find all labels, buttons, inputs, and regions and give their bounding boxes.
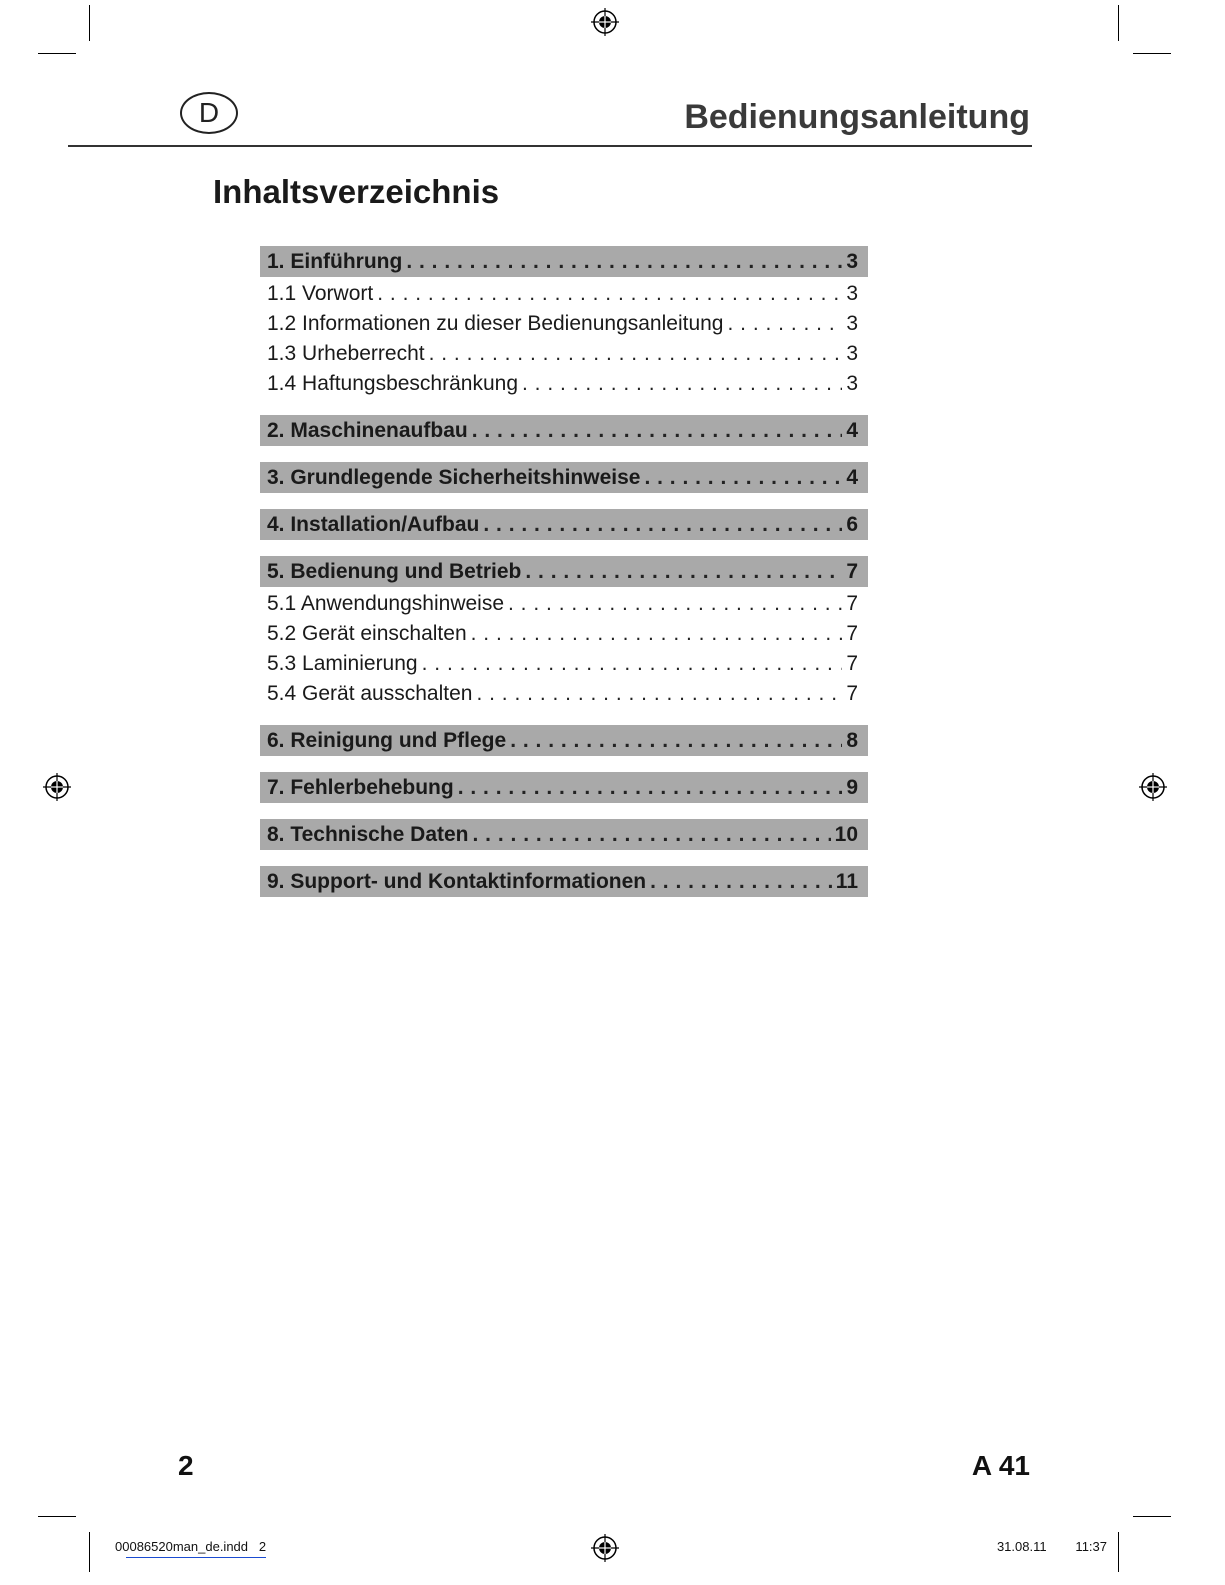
- toc-dot-leader: [471, 619, 843, 649]
- toc-entry-label: 4. Installation/Aufbau: [267, 513, 480, 536]
- toc-entry-page: 4: [846, 419, 858, 442]
- toc-dot-leader: [727, 309, 842, 339]
- toc-entry-page: 11: [835, 870, 858, 893]
- toc-subsection-row: [260, 279, 868, 309]
- document-title: Bedienungsanleitung: [684, 98, 1030, 136]
- toc-entry-label: 8. Technische Daten: [267, 823, 469, 846]
- toc-entry-label: 1.3 Urheberrecht: [267, 342, 425, 365]
- registration-crosshair-icon: [590, 7, 620, 37]
- toc-entry-page: 6: [846, 513, 858, 536]
- toc-section-row: [260, 415, 868, 446]
- crop-mark-bottom-right-horizontal: [1133, 1516, 1171, 1517]
- toc-entry-page: 3: [846, 282, 858, 305]
- toc-entry-label: 5.1 Anwendungshinweise: [267, 592, 505, 615]
- toc-entry-page: 7: [846, 560, 858, 583]
- toc-dot-leader: [476, 679, 842, 709]
- toc-entry-label: 1.4 Haftungsbeschränkung: [267, 372, 519, 395]
- crop-mark-top-left-vertical: [89, 5, 90, 41]
- toc-entry-label: 5.3 Laminierung: [267, 652, 418, 675]
- crop-mark-top-left-horizontal: [38, 53, 76, 54]
- header-divider: [68, 145, 1032, 147]
- registration-crosshair-icon: [590, 1533, 620, 1563]
- toc-section-row: [260, 725, 868, 756]
- toc-entry-label: 3. Grundlegende Sicherheitshinweise: [267, 466, 641, 489]
- registration-crosshair-icon: [42, 772, 72, 802]
- model-code: A 41: [971, 1450, 1030, 1481]
- toc-section-row: [260, 866, 868, 897]
- toc-entry-label: 2. Maschinenaufbau: [267, 419, 468, 442]
- toc-entry-page: 9: [846, 776, 858, 799]
- toc-dot-leader: [458, 772, 843, 803]
- toc-subsection-row: [260, 589, 868, 619]
- toc-entry-page: 3: [846, 312, 858, 335]
- toc-section-row: [260, 819, 868, 850]
- toc-entry-page: 7: [846, 622, 858, 645]
- toc-entry-label: 5. Bedienung und Betrieb: [267, 560, 522, 583]
- language-badge: [180, 92, 238, 134]
- crop-mark-bottom-right-vertical: [1118, 1532, 1119, 1572]
- toc-entry-label: 1.2 Informationen zu dieser Bedienungsanleitung: [267, 312, 724, 335]
- toc-subsection-row: [260, 309, 868, 339]
- toc-section-row: [260, 246, 868, 277]
- toc-section-row: [260, 556, 868, 587]
- toc-entry-label: 5.4 Gerät ausschalten: [267, 682, 473, 705]
- toc-entry-label: 5.2 Gerät einschalten: [267, 622, 467, 645]
- crop-mark-top-right-vertical: [1118, 5, 1119, 41]
- toc-heading: Inhaltsverzeichnis: [213, 173, 500, 210]
- crop-mark-top-right-horizontal: [1133, 53, 1171, 54]
- toc-subsection-row: [260, 339, 868, 369]
- toc-dot-leader: [473, 819, 831, 850]
- toc-entry-page: 7: [846, 682, 858, 705]
- toc-entry-page: 3: [846, 250, 858, 273]
- toc-dot-leader: [508, 589, 842, 619]
- toc-dot-leader: [525, 556, 842, 587]
- toc-entry-label: 6. Reinigung und Pflege: [267, 729, 507, 752]
- toc-entry-label: 1. Einführung: [267, 250, 403, 273]
- toc-dot-leader: [510, 725, 842, 756]
- toc-section-row: [260, 462, 868, 493]
- toc-entry-label: 7. Fehlerbehebung: [267, 776, 454, 799]
- toc-entry-label: 9. Support- und Kontaktinformationen: [267, 870, 647, 893]
- toc-entry-page: 8: [846, 729, 858, 752]
- toc-subsection-row: [260, 369, 868, 399]
- slug-filename: 00086520man_de.indd 2: [115, 1539, 267, 1554]
- toc-dot-leader: [406, 246, 842, 277]
- toc-subsection-row: [260, 619, 868, 649]
- toc-dot-leader: [429, 339, 843, 369]
- toc-dot-leader: [644, 462, 842, 493]
- crop-mark-bottom-left-horizontal: [38, 1516, 76, 1517]
- language-code: D: [198, 97, 220, 128]
- toc-dot-leader: [377, 279, 842, 309]
- toc-dot-leader: [422, 649, 843, 679]
- table-of-contents: [260, 246, 868, 897]
- toc-dot-leader: [650, 866, 832, 897]
- toc-entry-page: 7: [846, 652, 858, 675]
- toc-entry-page: 3: [846, 372, 858, 395]
- registration-crosshair-icon: [1138, 772, 1168, 802]
- slug-datetime: 31.08.11 11:37: [996, 1539, 1107, 1554]
- toc-section-row: [260, 509, 868, 540]
- toc-section-row: [260, 772, 868, 803]
- toc-entry-label: 1.1 Vorwort: [267, 282, 374, 305]
- page-number: 2: [178, 1450, 194, 1481]
- slug-filename-underline: [126, 1557, 266, 1558]
- crop-mark-bottom-left-vertical: [89, 1532, 90, 1572]
- toc-subsection-row: [260, 649, 868, 679]
- toc-entry-page: 3: [846, 342, 858, 365]
- toc-dot-leader: [483, 509, 842, 540]
- toc-subsection-row: [260, 679, 868, 709]
- toc-entry-page: 4: [846, 466, 858, 489]
- toc-entry-page: 7: [846, 592, 858, 615]
- toc-dot-leader: [522, 369, 842, 399]
- toc-dot-leader: [472, 415, 843, 446]
- toc-entry-page: 10: [834, 823, 858, 846]
